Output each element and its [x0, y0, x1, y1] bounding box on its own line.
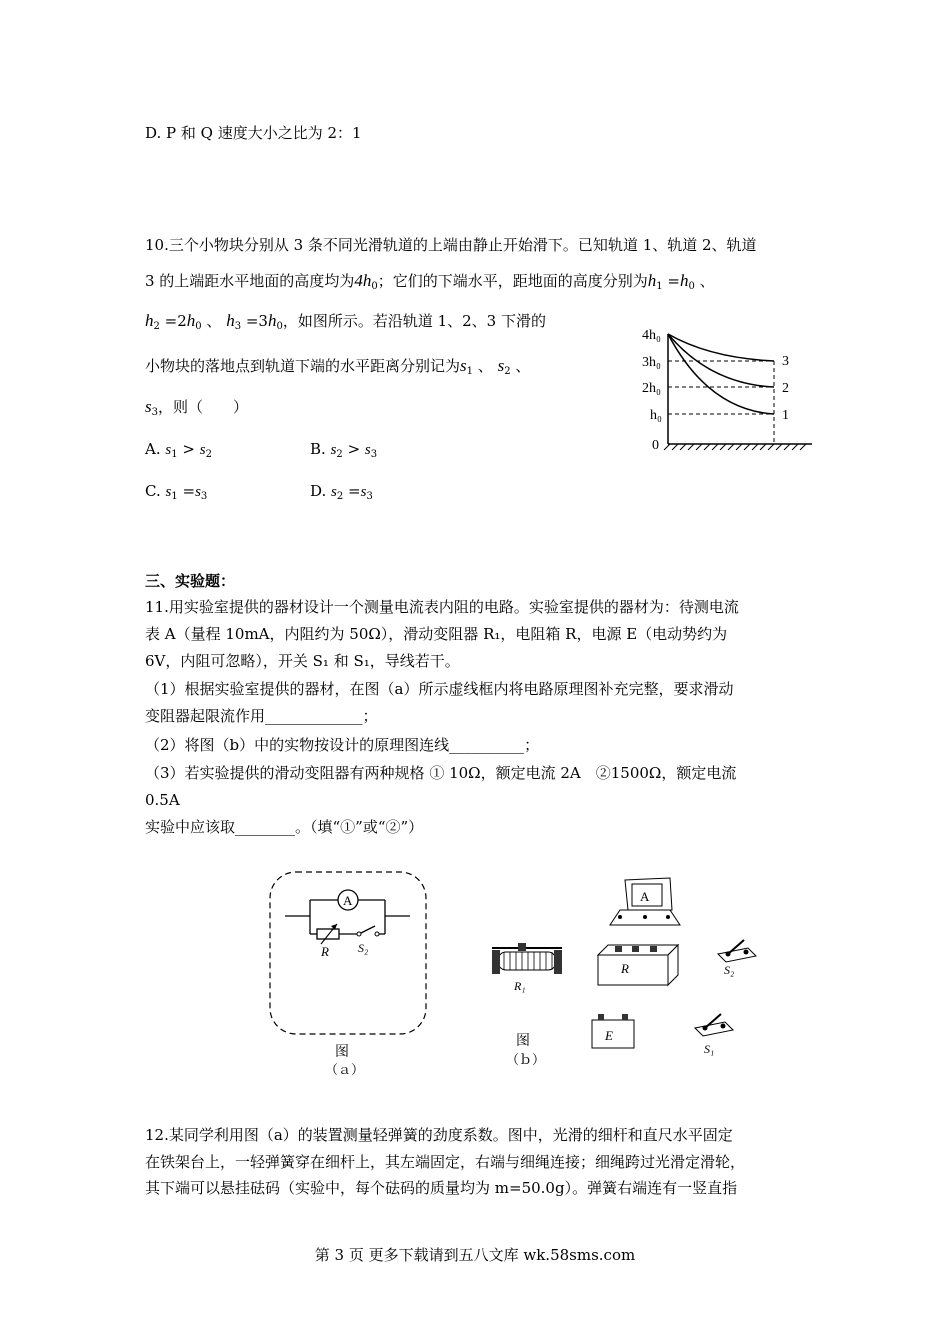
switch-s1-device [695, 1014, 733, 1056]
svg-text:E: E [605, 1028, 613, 1043]
resistance-box-symbol [317, 929, 339, 939]
q11-line2: 表 A（量程 10mA，内阻约为 50Ω），滑动变阻器 R₁，电阻箱 R，电源 E（电动势约为 [145, 625, 728, 643]
q10-line2-a: 3 的上端距水平地面的高度均为 [145, 272, 355, 290]
q12-line1: 12.某同学利用图（a）的装置测量轻弹簧的劲度系数。图中，光滑的细杆和直尺水平固定 [145, 1126, 733, 1144]
track-label-1: 1 [782, 408, 789, 423]
svg-text:R: R [621, 961, 629, 976]
track-3 [668, 334, 774, 361]
q12-line2: 在铁架台上，一轻弹簧穿在细杆上，其左端固定，右端与细绳连接；细绳跨过光滑定滑轮， [145, 1153, 746, 1171]
q10-line4: 小物块的落地点到轨道下端的水平距离分别记为$s_1$ 、 $s_2$ 、 [145, 356, 531, 377]
rheostat-r1 [492, 943, 562, 993]
q10-option-c: C. $s_1 =s_3$ [145, 482, 208, 502]
q11-line5: 变阻器起限流作用_____________； [145, 707, 378, 725]
q10-option-d: D. $s_2 =s_3$ [310, 482, 373, 502]
q9-option-d: D. P 和 Q 速度大小之比为 2：1 [145, 124, 362, 142]
q11-line6: （2）将图（b）中的实物按设计的原理图连线__________； [145, 736, 540, 754]
q10-option-b: B. $s_2 > s_3$ [310, 440, 378, 460]
page-footer: 第 3 页 更多下载请到五八文库 wk.58sms.com [314, 1246, 636, 1264]
switch-s2-symbol [361, 926, 375, 933]
q10-line5: $s_3$，则（ ） [145, 397, 249, 418]
y-label-h0: h₀ [650, 408, 662, 423]
q10-track-figure [630, 322, 815, 457]
q11-line1: 11.用实验室提供的器材设计一个测量电流表内阻的电路。实验室提供的器材为：待测电流 [145, 598, 739, 616]
svg-text:A: A [640, 889, 650, 904]
q11-line8: 0.5A [145, 791, 180, 809]
ammeter-device [610, 878, 680, 925]
q11-line9: 实验中应该取________。（填“①”或“②”） [145, 818, 424, 836]
track-label-3: 3 [782, 354, 789, 369]
fig-b-caption-2: （ｂ） [506, 1052, 546, 1067]
q11-figure-a [265, 868, 435, 1078]
ammeter-label: A [343, 893, 353, 908]
fig-b-caption-1: 图 [516, 1034, 530, 1049]
svg-text:S₂: S₂ [724, 963, 735, 977]
r-label: R [321, 944, 329, 959]
y-label-4h0: 4h₀ [642, 328, 661, 343]
q11-line3: 6V，内阻可忽略），开关 S₁ 和 S₁，导线若干。 [145, 652, 460, 670]
q10-line2: 3 的上端距水平地面的高度均为$4h_0$；它们的下端水平，距地面的高度分别为$h_1 =h_0$ 、 [145, 271, 715, 292]
q11-line7: （3）若实验提供的滑动变阻器有两种规格 ① 10Ω，额定电流 2A ②1500Ω，额定电流 [145, 764, 737, 782]
y-label-2h0: 2h₀ [642, 381, 661, 396]
q10-line3-b: ，如图所示。若沿轨道 1、2、3 下滑的 [282, 312, 546, 330]
resistance-box-r [598, 945, 678, 985]
y-label-3h0: 3h₀ [642, 355, 661, 370]
q12-line3: 其下端可以悬挂砝码（实验中，每个砝码的质量均为 m=50.0g）。弹簧右端连有一竖直指 [145, 1179, 738, 1197]
s2-label: S₂ [358, 941, 369, 955]
fig-a-caption-1: 图 [335, 1045, 349, 1060]
q11-line4: （1）根据实验室提供的器材，在图（a）所示虚线框内将电路原理图补充完整，要求滑动 [145, 680, 734, 698]
track-label-2: 2 [782, 381, 789, 396]
section-3-title: 三、实验题： [145, 572, 236, 590]
switch-s2-device [718, 940, 756, 977]
y-label-0: 0 [652, 438, 659, 453]
svg-text:R₁: R₁ [514, 979, 526, 993]
q10-line3: $h_2 =2h_0$ 、 $h_3 =3h_0$，如图所示。若沿轨道 1、2、3 下滑的 [145, 311, 546, 332]
svg-text:S₁: S₁ [704, 1042, 715, 1056]
q10-option-a: A. $s_1 > s_2$ [145, 440, 212, 460]
fig-a-caption-2: （ａ） [325, 1062, 365, 1077]
battery-e-device [592, 1014, 634, 1048]
track-1 [668, 334, 774, 414]
q10-line1: 10.三个小物块分别从 3 条不同光滑轨道的上端由静止开始滑下。已知轨道 1、轨道 2、轨道 [145, 236, 757, 254]
q11-figure-b [480, 870, 780, 1070]
q10-line2-b: ；它们的下端水平，距地面的高度分别为 [377, 272, 648, 290]
